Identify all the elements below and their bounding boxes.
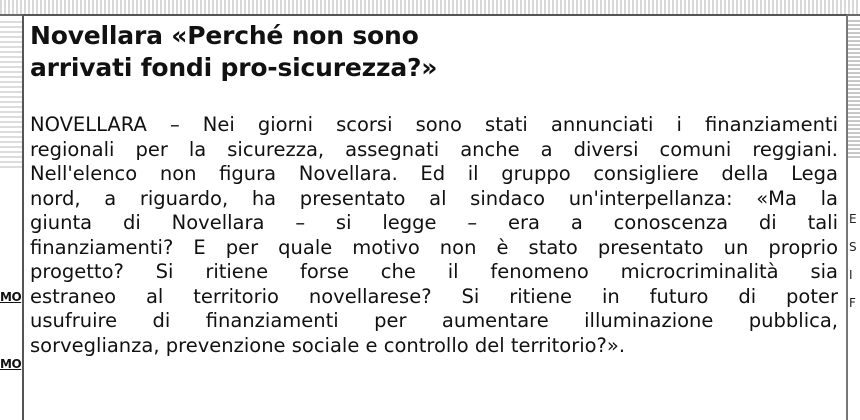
body-line: Nell'elenco non figura Novellara. Ed il gruppo consigliere della Lega xyxy=(30,162,838,185)
body-line: NOVELLARA – Nei giorni scorsi sono stati annunciati i finanziamenti xyxy=(30,113,838,136)
body-line: usufruire di finanziamenti per aumentare illuminazione pubblica, xyxy=(30,309,838,332)
article-body xyxy=(30,113,838,358)
left-margin-scan-noise xyxy=(0,18,22,168)
right-margin-fragment: I xyxy=(849,268,853,282)
body-line: finanziamenti? E per quale motivo non è stato presentato un proprio xyxy=(30,235,838,259)
article-headline xyxy=(30,20,830,84)
right-margin-fragments xyxy=(849,205,860,405)
body-line: regionali per la sicurezza, assegnati anche a diversi comuni reggiani. xyxy=(30,137,838,161)
left-margin-label: MO xyxy=(0,357,22,371)
body-line: giunta di Novellara – si legge – era a conoscenza di tali xyxy=(30,211,838,234)
body-line: sorveglianza, prevenzione sociale e controllo del territorio?». xyxy=(30,333,626,357)
right-margin-fragment: S xyxy=(849,240,857,254)
headline-line: arrivati fondi pro-sicurezza?» xyxy=(30,53,438,82)
right-margin-fragment: F xyxy=(849,296,856,310)
left-margin-label: MO xyxy=(0,290,22,304)
body-line: estraneo al territorio novellarese? Si ritiene in futuro di poter xyxy=(30,284,838,308)
headline-line: Novellara «Perché non sono xyxy=(30,21,419,50)
body-line: progetto? Si ritiene forse che il fenomeno microcriminalità sia xyxy=(30,260,838,283)
body-line: nord, a riguardo, ha presentato al sindaco un'interpellanza: «Ma la xyxy=(30,186,838,210)
right-margin-fragment: E xyxy=(849,212,857,226)
